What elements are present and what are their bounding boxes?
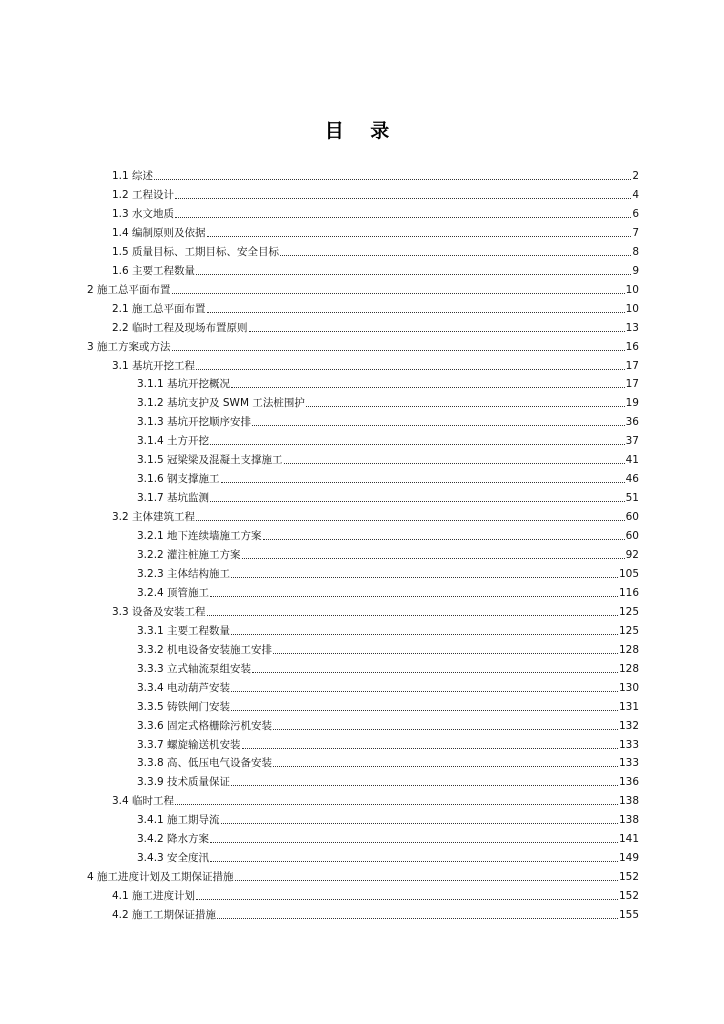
toc-entry-page: 133 xyxy=(618,738,639,751)
toc-entry-label: 3.2.3 主体结构施工 xyxy=(137,567,231,580)
toc-entry-page: 138 xyxy=(618,814,639,827)
toc-leader-dots xyxy=(242,558,625,559)
toc-entry-label: 1.2 工程设计 xyxy=(112,188,175,201)
toc-entry[interactable] xyxy=(137,412,639,429)
toc-entry[interactable] xyxy=(112,507,639,524)
toc-entry-label: 3.3.9 技术质量保证 xyxy=(137,776,231,789)
toc-leader-dots xyxy=(231,577,618,578)
toc-leader-dots xyxy=(249,331,625,332)
toc-entry[interactable] xyxy=(137,697,639,714)
toc-entry-label: 3.4 临时工程 xyxy=(112,795,175,808)
toc-entry[interactable] xyxy=(137,450,639,467)
toc-leader-dots xyxy=(231,387,625,388)
toc-entry[interactable] xyxy=(112,185,639,202)
toc-entry-page: 7 xyxy=(632,226,639,239)
toc-entry-page: 60 xyxy=(625,511,639,524)
toc-entry-page: 125 xyxy=(618,605,639,618)
toc-entry-label: 3.1.4 土方开挖 xyxy=(137,435,210,448)
toc-entry-page: 4 xyxy=(632,188,639,201)
toc-entry-page: 17 xyxy=(625,359,639,372)
toc-leader-dots xyxy=(273,766,618,767)
toc-entry[interactable] xyxy=(137,640,639,657)
toc-leader-dots xyxy=(235,880,618,881)
toc-entry-label: 4 施工进度计划及工期保证措施 xyxy=(87,871,234,884)
toc-entry-page: 128 xyxy=(618,662,639,675)
toc-entry[interactable] xyxy=(137,848,639,865)
toc-entry-label: 2.2 临时工程及现场布置原则 xyxy=(112,321,248,334)
toc-entry-label: 2 施工总平面布置 xyxy=(87,283,171,296)
toc-entry[interactable] xyxy=(112,905,639,922)
toc-entry-label: 3.2.1 地下连续墙施工方案 xyxy=(137,530,262,543)
toc-entry-label: 4.1 施工进度计划 xyxy=(112,890,196,903)
toc-entry-page: 149 xyxy=(618,852,639,865)
toc-entry[interactable] xyxy=(87,280,639,297)
toc-entry[interactable] xyxy=(112,886,639,903)
toc-entry-label: 3.3.8 高、低压电气设备安装 xyxy=(137,757,273,770)
toc-entry-page: 46 xyxy=(625,473,639,486)
toc-entry-page: 9 xyxy=(632,264,639,277)
toc-entry[interactable] xyxy=(112,242,639,259)
toc-leader-dots xyxy=(273,653,618,654)
toc-entry-page: 8 xyxy=(632,245,639,258)
toc-leader-dots xyxy=(210,861,618,862)
toc-leader-dots xyxy=(231,785,618,786)
toc-leader-dots xyxy=(221,482,625,483)
toc-entry-label: 3.1.7 基坑监测 xyxy=(137,492,210,505)
toc-leader-dots xyxy=(196,899,618,900)
toc-entry[interactable] xyxy=(137,810,639,827)
toc-entry-label: 1.3 水文地质 xyxy=(112,207,175,220)
toc-leader-dots xyxy=(210,501,625,502)
toc-entry-label: 3.2 主体建筑工程 xyxy=(112,511,196,524)
toc-entry[interactable] xyxy=(137,659,639,676)
toc-entry[interactable] xyxy=(137,431,639,448)
toc-entry-page: 92 xyxy=(625,549,639,561)
toc-entry-label: 3.1 基坑开挖工程 xyxy=(112,359,196,372)
toc-leader-dots xyxy=(196,520,625,521)
toc-entry-label: 3.3.7 螺旋输送机安装 xyxy=(137,738,241,751)
toc-entry-page: 138 xyxy=(618,795,639,808)
toc-entry[interactable] xyxy=(137,735,639,752)
toc-entry[interactable] xyxy=(137,829,639,846)
toc-entry[interactable] xyxy=(87,337,639,354)
toc-entry-label: 3.4.3 安全度汛 xyxy=(137,852,210,865)
toc-leader-dots xyxy=(306,406,625,407)
toc-leader-dots xyxy=(252,425,625,426)
toc-entry[interactable] xyxy=(137,716,639,733)
toc-entry-label: 3.1.2 基坑支护及 SWM 工法桩围护 xyxy=(137,397,305,410)
toc-entry-label: 4.2 施工工期保证措施 xyxy=(112,909,217,922)
toc-entry-label: 3.3.1 主要工程数量 xyxy=(137,624,231,637)
toc-entry-page: 10 xyxy=(625,302,639,315)
toc-entry-label: 1.1 综述 xyxy=(112,170,154,182)
toc-entry-page: 6 xyxy=(632,207,639,220)
toc-entry-page: 41 xyxy=(625,454,639,467)
toc-leader-dots xyxy=(175,217,631,218)
toc-entry[interactable] xyxy=(137,374,639,391)
toc-entry-page: 125 xyxy=(618,624,639,637)
toc-leader-dots xyxy=(172,293,625,294)
toc-entry-page: 51 xyxy=(625,492,639,505)
toc-entry-label: 3 施工方案或方法 xyxy=(87,340,171,353)
toc-leader-dots xyxy=(154,179,631,180)
toc-entry-page: 16 xyxy=(625,340,639,353)
toc-leader-dots xyxy=(231,691,618,692)
toc-entry[interactable] xyxy=(112,204,639,221)
toc-leader-dots xyxy=(242,748,618,749)
toc-leader-dots xyxy=(210,842,618,843)
toc-entry-page: 152 xyxy=(618,890,639,903)
toc-leader-dots xyxy=(221,823,618,824)
toc-entry-label: 2.1 施工总平面布置 xyxy=(112,302,206,315)
toc-entry-page: 19 xyxy=(625,397,639,410)
toc-entry-label: 1.4 编制原则及依据 xyxy=(112,226,206,239)
toc-entry-label: 3.2.4 顶管施工 xyxy=(137,586,210,599)
toc-leader-dots xyxy=(196,274,631,275)
toc-leader-dots xyxy=(273,729,618,730)
toc-entry-page: 152 xyxy=(618,871,639,884)
toc-entry-page: 17 xyxy=(625,378,639,391)
toc-entry-page: 2 xyxy=(632,170,639,182)
toc-entry-label: 1.5 质量目标、工期目标、安全目标 xyxy=(112,245,280,258)
toc-entry-page: 13 xyxy=(625,321,639,334)
toc-leader-dots xyxy=(207,236,632,237)
toc-leader-dots xyxy=(252,672,618,673)
toc-leader-dots xyxy=(284,463,625,464)
toc-entry[interactable] xyxy=(112,356,639,373)
toc-entry-page: 155 xyxy=(618,909,639,922)
toc-leader-dots xyxy=(263,539,625,540)
toc-entry-page: 37 xyxy=(625,435,639,448)
toc-entry-page: 128 xyxy=(618,643,639,656)
toc-entry[interactable] xyxy=(137,469,639,486)
toc-entry[interactable] xyxy=(137,583,639,600)
toc-entry-page: 116 xyxy=(618,586,639,599)
toc-leader-dots xyxy=(175,804,618,805)
toc-entry[interactable] xyxy=(137,678,639,695)
toc-entry-label: 3.3.3 立式轴流泵组安装 xyxy=(137,662,252,675)
toc-entry[interactable] xyxy=(137,393,639,410)
toc-entry[interactable] xyxy=(112,602,639,619)
toc-entry[interactable] xyxy=(112,166,639,183)
toc-entry-page: 132 xyxy=(618,719,639,732)
toc-entry-page: 105 xyxy=(618,567,639,580)
toc-entry[interactable] xyxy=(112,299,639,316)
toc-entry[interactable] xyxy=(137,545,639,562)
toc-entry-label: 3.1.3 基坑开挖顺序安排 xyxy=(137,416,252,429)
toc-leader-dots xyxy=(210,596,618,597)
toc-leader-dots xyxy=(210,444,625,445)
toc-leader-dots xyxy=(280,255,631,256)
toc-entry[interactable] xyxy=(87,867,639,884)
toc-entry[interactable] xyxy=(137,772,639,789)
toc-leader-dots xyxy=(217,918,618,919)
toc-entry-label: 3.3.2 机电设备安装施工安排 xyxy=(137,643,273,656)
toc-leader-dots xyxy=(175,198,631,199)
toc-leader-dots xyxy=(196,369,625,370)
toc-entry-page: 136 xyxy=(618,776,639,789)
toc-entry-page: 10 xyxy=(625,283,639,296)
toc-entry-label: 3.3.6 固定式格栅除污机安装 xyxy=(137,719,273,732)
toc-entry[interactable] xyxy=(112,791,639,808)
toc-entry-label: 3.3 设备及安装工程 xyxy=(112,605,206,618)
toc-leader-dots xyxy=(207,312,625,313)
toc-entry-label: 3.3.4 电动葫芦安装 xyxy=(137,681,231,694)
toc-entry[interactable] xyxy=(112,261,639,278)
toc-entry-label: 3.1.5 冠梁梁及混凝土支撑施工 xyxy=(137,454,283,467)
toc-entry[interactable] xyxy=(137,621,639,638)
toc-entry[interactable] xyxy=(112,318,639,335)
toc-entry-page: 130 xyxy=(618,681,639,694)
toc-entry-label: 3.1.1 基坑开挖概况 xyxy=(137,378,231,391)
toc-entry-page: 141 xyxy=(618,833,639,846)
toc-entry-page: 131 xyxy=(618,700,639,713)
toc-leader-dots xyxy=(207,615,618,616)
toc-title: 目 录 xyxy=(324,120,400,142)
toc-leader-dots xyxy=(231,710,618,711)
toc-entry[interactable] xyxy=(137,564,639,581)
toc-entry-label: 3.1.6 钢支撑施工 xyxy=(137,473,220,486)
toc-entry-page: 133 xyxy=(618,757,639,770)
toc-leader-dots xyxy=(172,350,625,351)
toc-entry-page: 36 xyxy=(625,416,639,429)
toc-entry[interactable] xyxy=(137,488,639,505)
toc-entry-page: 60 xyxy=(625,530,639,543)
toc-entry[interactable] xyxy=(137,753,639,770)
toc-leader-dots xyxy=(231,634,618,635)
toc-entry-label: 3.4.1 施工期导流 xyxy=(137,814,220,827)
toc-entry-label: 3.3.5 铸铁闸门安装 xyxy=(137,700,231,713)
toc-entry-label: 1.6 主要工程数量 xyxy=(112,264,196,277)
toc-entry-label: 3.4.2 降水方案 xyxy=(137,833,210,846)
toc-entry-label: 3.2.2 灌注桩施工方案 xyxy=(137,549,241,561)
toc-entry[interactable] xyxy=(137,526,639,543)
toc-entry[interactable] xyxy=(112,223,639,240)
